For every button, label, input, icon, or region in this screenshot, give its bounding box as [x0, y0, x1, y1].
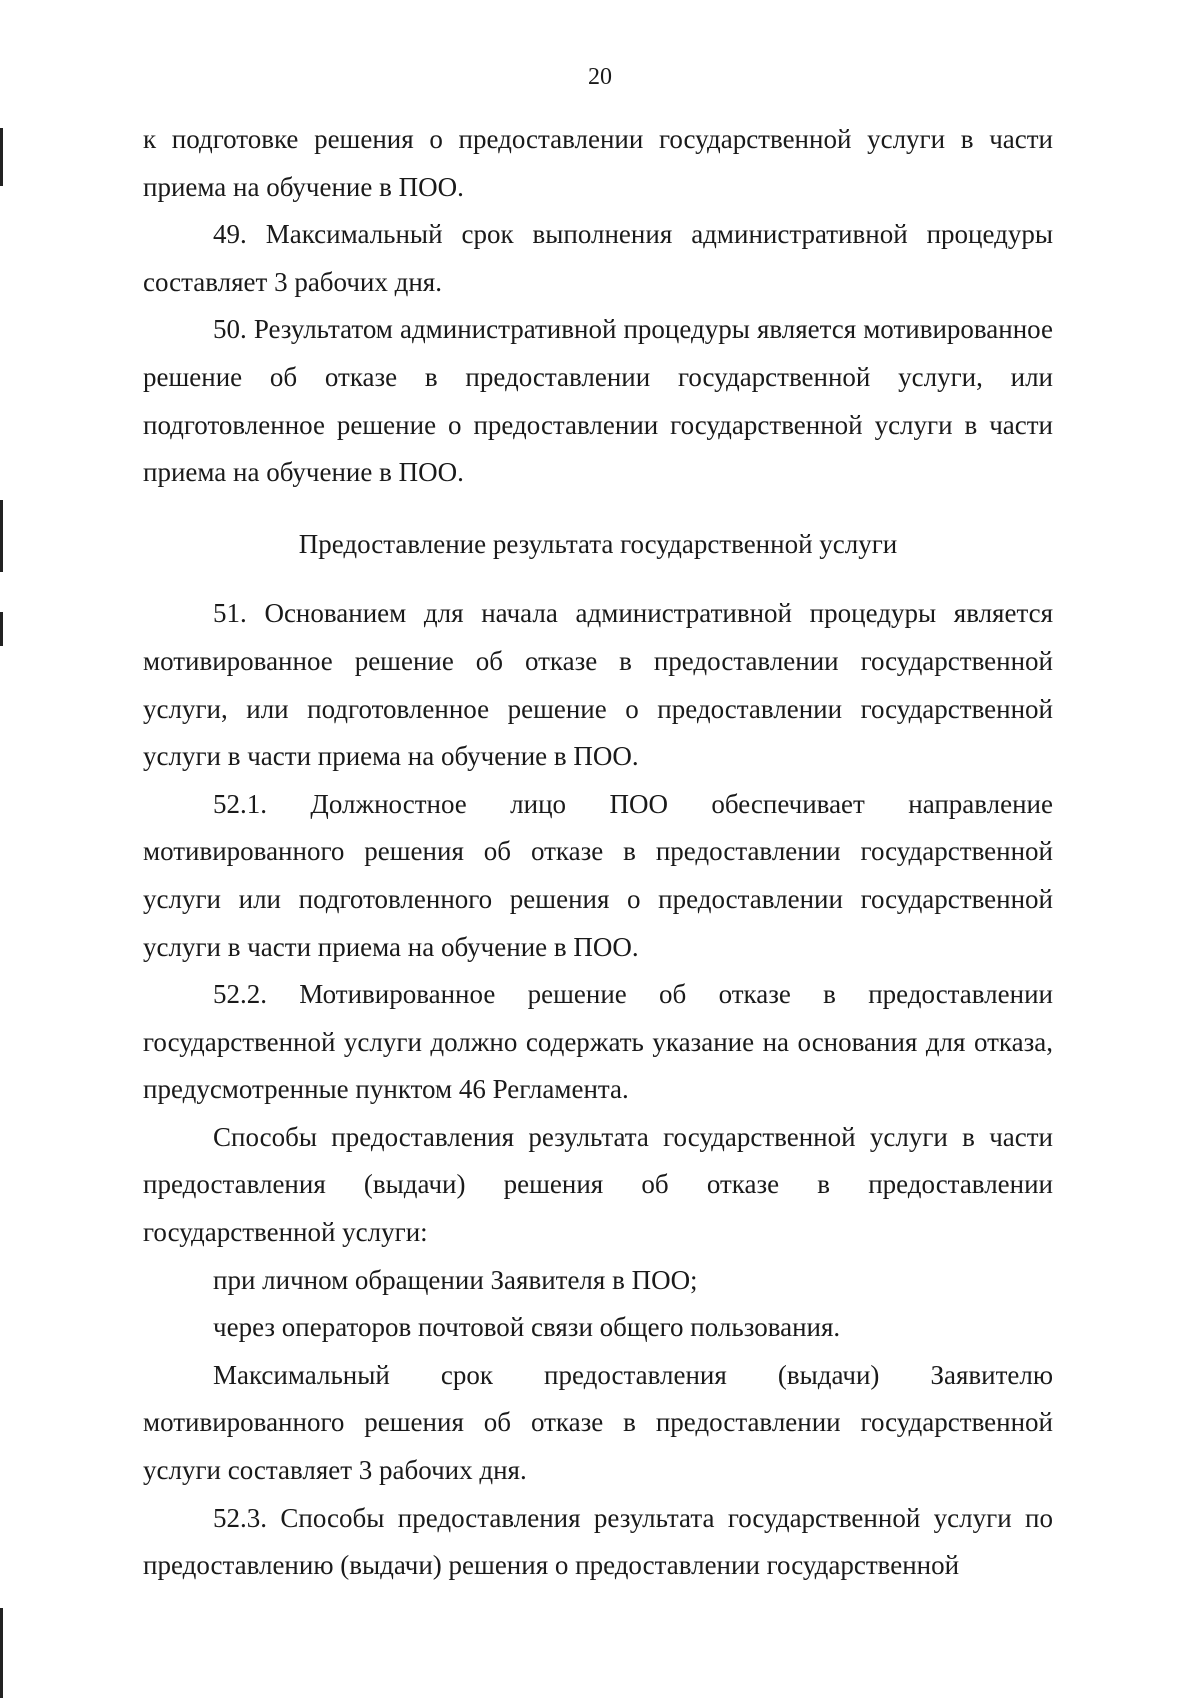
paragraph-52-2: 52.2. Мотивированное решение об отказе в предоставлении государственной услуги должно содержать указание на основания для отказа, предусмотренные пунктом 46 Регламента. [143, 979, 1053, 1105]
scan-margin-mark [0, 1608, 3, 1698]
paragraph-52-1: 52.1. Должностное лицо ПОО обеспечивает направление мотивированного решения об отказе в предоставлении государственной услуги или подготовленного решения о предоставлении государственной услуги в части приема на обучение в ПОО. [143, 788, 1053, 962]
paragraph-50: 50. Результатом административной процедуры является мотивированное решение об отказе в предоставлении государственной услуги, или подготовленное решение о предоставлении государственной услуги в части приема на обучение в ПОО. [143, 314, 1053, 488]
paragraph-max-term: Максимальный срок предоставления (выдачи) Заявителю мотивированного решения об отказе в предоставлении государственной услуги составляет 3 рабочих дня. [143, 1359, 1053, 1486]
list-item-postal: через операторов почтовой связи общего пользования. [213, 1312, 841, 1343]
list-item-in-person: при личном обращении Заявителя в ПОО; [213, 1264, 698, 1295]
section-heading: Предоставление результата государственной услуги [298, 528, 898, 559]
scan-margin-mark [0, 500, 3, 572]
scan-margin-mark [0, 612, 3, 646]
page-number: 20 [588, 64, 612, 90]
paragraph-51: 51. Основанием для начала административной процедуры является мотивированное решение об отказе в предоставлении государственной услуги, или подготовленное решение о предоставлении государственной услуги в части приема на обучение в ПОО. [143, 598, 1053, 772]
paragraph-49: 49. Максимальный срок выполнения административной процедуры составляет 3 рабочих дня. [143, 219, 1053, 297]
document-body [143, 116, 1053, 1590]
paragraph-52-3: 52.3. Способы предоставления результата государственной услуги по предоставлению (выдачи) решения о предоставлении государственной [143, 1502, 1053, 1581]
paragraph-delivery-methods: Способы предоставления результата государственной услуги в части предоставления (выдачи) решения об отказе в предоставлении государственной услуги: [143, 1121, 1053, 1248]
paragraph-continuation: к подготовке решения о предоставлении государственной услуги в части приема на обучение в ПОО. [143, 124, 1053, 202]
scan-margin-mark [0, 128, 3, 186]
